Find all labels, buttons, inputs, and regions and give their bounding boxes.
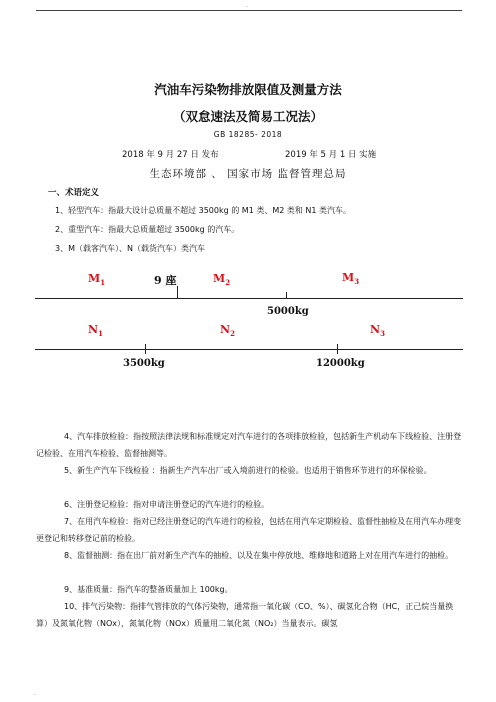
- label-9-seats: 9 座: [154, 274, 177, 287]
- label-n3: $N_3$: [370, 323, 385, 339]
- issuing-authority: 生态环境部 、 国家市场 监督管理总局: [149, 168, 347, 180]
- doc-title: 汽油车污染物排放限值及测量方法: [154, 82, 342, 97]
- paragraph-9-reference-mass: 9、基准质量：指汽车的整备质量加上 100kg。: [64, 585, 233, 594]
- label-n2: $N_2$: [220, 323, 235, 339]
- publish-date: 2018 年 9 月 27 日 发布: [122, 150, 219, 160]
- label-3500kg: 3500kg: [123, 358, 165, 369]
- definition-item-3: 3、M（载客汽车）、N（载货汽车）类汽车: [55, 244, 205, 253]
- paragraph-7-in-use-inspection: 7、在用汽车检验：指对已经注册登记的汽车进行的检验，包括在用汽车定期检验、监督性抽检及在用汽车办理变更登记和转移登记前的检验。: [36, 517, 462, 543]
- paragraph-6-registration-inspection: 6、注册登记检验：指对申请注册登记的汽车进行的检验。: [64, 500, 270, 509]
- paragraph-10-exhaust-pollutants: 10、排气污染物：指排气管排放的气体污染物，通常指一氧化碳（CO、%）、碳氢化合物（HC，正己烷当量换算）及氮氧化物（NOx），氮氧化物（NOx）质量用二氧化氮（NO₂）当量表示。碳氢: [36, 602, 454, 628]
- section-heading-definitions: 一、术语定义: [48, 188, 100, 198]
- header-rule: [36, 10, 462, 11]
- label-m2: $M_2$: [213, 272, 231, 288]
- paragraph-5-new-vehicle-inspection: 5、新生产汽车下线检验 ：指新生产汽车出厂或入境前进行的检验。也适用于销售环节进行的环保检验。: [64, 466, 432, 475]
- label-n1: $N_1$: [88, 323, 103, 339]
- standard-number: GB 18285- 2018: [213, 130, 283, 139]
- header-dot: .: [246, 2, 248, 9]
- label-12000kg: 12000kg: [316, 358, 365, 369]
- doc-subtitle: （双怠速法及简易工况法）: [172, 109, 323, 124]
- lower-axis-line: [35, 349, 463, 350]
- paragraph-4-emission-inspection: 4、汽车排放检验：指按照法律法规和标准规定对汽车进行的各项排放检验，包括新生产机动车下线检验、注册登记检验、在用汽车检验、监督抽测等。: [36, 432, 462, 458]
- effective-date: 2019 年 5 月 1 日 实施: [285, 150, 377, 160]
- definition-item-2: 2、重型汽车：指最大总质量超过 3500kg 的汽车。: [55, 225, 240, 234]
- label-m3: $M_3$: [342, 271, 360, 287]
- upper-axis-line: [35, 298, 463, 299]
- footer-dot: .: [34, 690, 36, 697]
- paragraph-8-supervision-sampling: 8、监督抽测：指在出厂前对新生产汽车的抽检、以及在集中停放地、维修地和道路上对在用汽车进行的抽检。: [64, 551, 454, 560]
- label-m1: $M_1$: [88, 272, 106, 288]
- tick-9-seats: [177, 286, 178, 298]
- definition-item-1: 1、轻型汽车：指最大设计总质量不超过 3500kg 的 M1 类、M2 类和 N1 类汽车。: [55, 206, 352, 215]
- label-5000kg: 5000kg: [267, 306, 309, 317]
